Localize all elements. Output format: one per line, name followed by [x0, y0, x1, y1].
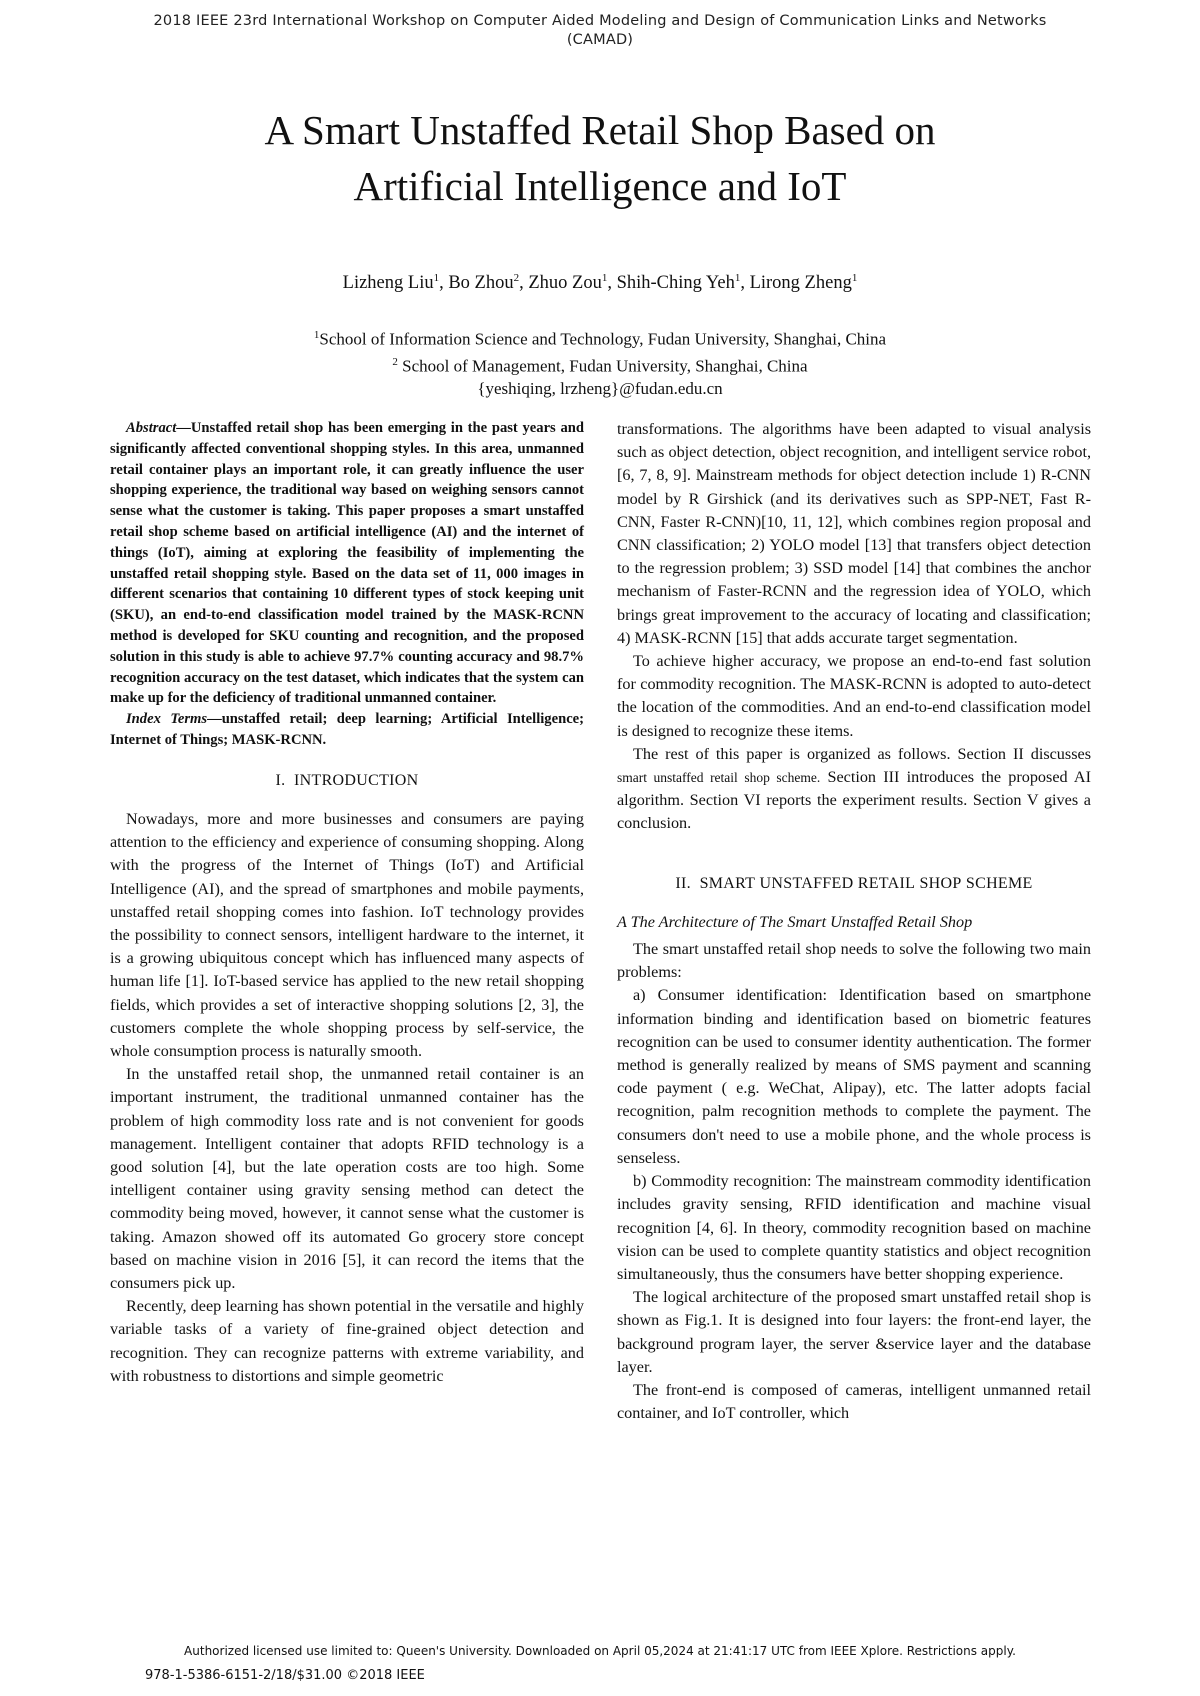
scheme-paragraph-1: The smart unstaffed retail shop needs to solve the following two main problems: — [617, 940, 1091, 982]
scheme-paragraph-4: The logical architecture of the proposed smart unstaffed retail shop is shown as Fig.1. It is designed into four layers: the front-end layer, the background program layer, the server &service layer and the database layer. — [617, 1288, 1091, 1376]
author-name: Lirong Zheng — [749, 273, 852, 294]
conference-header: 2018 IEEE 23rd International Workshop on Computer Aided Modeling and Design of Communication Links and Networks (CAMAD) — [153, 13, 1047, 48]
affiliation-mark: 1 — [851, 272, 858, 284]
author-name: Bo Zhou — [448, 273, 514, 294]
license-notice: Authorized licensed use limited to: Queen's University. Downloaded on April 05,2024 at 21:41:17 UTC from IEEE Xplore. Restrictions apply. — [184, 1644, 1016, 1658]
author-name: Lizheng Liu — [342, 273, 434, 294]
title-line-1: A Smart Unstaffed Retail Shop Based on — [264, 107, 936, 153]
scheme-paragraph-5: The front-end is composed of cameras, intelligent unmanned retail container, and IoT controller, which — [617, 1380, 1091, 1423]
left-column — [110, 418, 584, 1388]
section-heading-introduction: I. INTRODUCTION — [275, 771, 419, 789]
right-column — [617, 418, 1091, 1425]
author-name: Zhuo Zou — [528, 273, 602, 294]
author-list: Lizheng Liu$^1$, Bo Zhou$^2$, Zhuo Zou$^1$, Shih-Ching Yeh$^1$, Lirong Zheng$^1$ — [342, 272, 858, 294]
affiliation-mark: 2 — [513, 272, 520, 284]
intro-paragraph-5: The rest of this paper is organized as follows. Section II discusses smart unstaffed retail shop scheme. Section III introduces the proposed AI algorithm. Section VI reports the experiment results. Section V gives a conclusion. — [617, 744, 1091, 833]
abstract-text: —Unstaffed retail shop has been emerging in the past years and significantly affected conventional shopping styles. In this area, unmanned retail container plays an important role, it can greatly influence the user shopping experience, the traditional way based on weighing sensors cannot sense what the customer is taking. This paper proposes a smart unstaffed retail shop scheme based on artificial intelligence (AI) and the internet of things (IoT), aiming at exploring the feasibility of implementing the unstaffed retail shopping style. Based on the data set of 11, 000 images in different scenarios that containing 10 different types of stock keeping unit (SKU), an end-to-end classification model trained by the MASK-RCNN method is developed for SKU counting and recognition, and the proposed solution in this study is able to achieve 97.7% counting accuracy and 98.7% recognition accuracy on the test dataset, which indicates that the system can make up for the deficiency of traditional unmanned container. — [110, 420, 584, 707]
author-emails: {yeshiqing, lrzheng}@fudan.edu.cn — [477, 379, 723, 399]
section-heading-scheme: II. SMART UNSTAFFED RETAIL SHOP SCHEME — [675, 874, 1033, 892]
affiliations — [150, 324, 1050, 400]
affiliation-2: $^2$ School of Management, Fudan University, Shanghai, China — [392, 355, 808, 376]
affiliation-mark: 1 — [601, 272, 608, 284]
title-line-2: Artificial Intelligence and IoT — [353, 163, 847, 209]
intro-paragraph-2: In the unstaffed retail shop, the unmanned retail container is an important instrument, the traditional unmanned container has the problem of high commodity loss rate and is not convenient for goods management. Intelligent container that adopts RFID technology is a good solution [4], but the late operation costs are too high. Some intelligent container using gravity sensing method can detect the commodity being moved, however, it cannot sense what the customer is taking. Amazon showed off its automated Go grocery store concept based on machine vision in 2016 [5], it can record the items that the consumers pick up. — [110, 1065, 584, 1293]
index-terms — [110, 709, 584, 751]
index-terms-text: —unstaffed retail; deep learning; Artificial Intelligence; Internet of Things; MASK-RCNN. — [110, 711, 585, 748]
affiliation-mark: 1 — [734, 272, 741, 284]
paper-title — [120, 102, 1080, 214]
scheme-paragraph-2: a) Consumer identification: Identification based on smartphone information binding and identification based on biometric features recognition can be used to consumer identity authentication. The former method is generally realized by means of SMS payment and scanning code payment ( e.g. WeChat, Alipay), etc. The latter adopts facial recognition, palm recognition methods to complete the payment. The consumers don't need to use a mobile phone, and the whole process is senseless. — [617, 986, 1091, 1167]
index-terms-label: Index Terms — [126, 711, 208, 728]
subsection-heading-architecture: A The Architecture of The Smart Unstaffed Retail Shop — [617, 912, 973, 931]
intro-paragraph-3: Recently, deep learning has shown potential in the versatile and highly variable tasks of a variety of fine-grained object detection and recognition. They can recognize patterns with extreme variability, and with robustness to distortions and simple geometric — [110, 1297, 584, 1385]
intro-paragraph-1: Nowadays, more and more businesses and consumers are paying attention to the efficiency and experience of consuming shopping. Along with the progress of the Internet of Things (IoT) and Artificial Intelligence (AI), and the spread of smartphones and mobile payments, unstaffed retail shopping comes into fashion. IoT technology provides the possibility to connect sensors, intelligent hardware to the internet, it is a growing ubiquitous concept which has influenced many aspects of human life [1]. IoT-based service has applied to the new retail shopping fields, which provides a set of interactive shopping solutions [2, 3], the customers complete the whole shopping process by self-service, the whole consumption process is naturally smooth. — [110, 809, 584, 1060]
intro-paragraph-3-continued: transformations. The algorithms have been adapted to visual analysis such as object detection, object recognition, and intelligent service robot, [6, 7, 8, 9]. Mainstream methods for object detection include 1) R-CNN model by R Girshick (and its derivatives such as SPP-NET, Fast R-CNN, Faster R-CNN)[10, 11, 12], which combines region proposal and CNN classification; 2) YOLO model [13] that transfers object detection to the regression problem; 3) SSD model [14] that combines the anchor mechanism of Faster-RCNN and the regression idea of YOLO, which brings great improvement to the accuracy of locating and classification; 4) MASK-RCNN [15] that adds accurate target segmentation. — [617, 420, 1091, 647]
affiliation-mark: 1 — [433, 272, 440, 284]
abstract-label: Abstract — [126, 420, 177, 436]
author-name: Shih-Ching Yeh — [616, 273, 735, 294]
intro-paragraph-4: To achieve higher accuracy, we propose an end-to-end fast solution for commodity recognition. The MASK-RCNN is adopted to auto-detect the location of the commodities. And an end-to-end classification model is designed to recognize these items. — [617, 652, 1091, 740]
isbn-copyright: 978-1-5386-6151-2/18/$31.00 ©2018 IEEE — [145, 1668, 425, 1683]
affiliation-1: $^1$School of Information Science and Technology, Fudan University, Shanghai, China — [313, 329, 887, 349]
abstract — [110, 418, 584, 709]
scheme-paragraph-3: b) Commodity recognition: The mainstream commodity identification includes gravity sensing, RFID identification and machine visual recognition [4, 6]. In theory, commodity recognition based on machine vision can be used to complete quantity statistics and object recognition simultaneously, thus the consumers have better shopping experience. — [617, 1172, 1091, 1283]
